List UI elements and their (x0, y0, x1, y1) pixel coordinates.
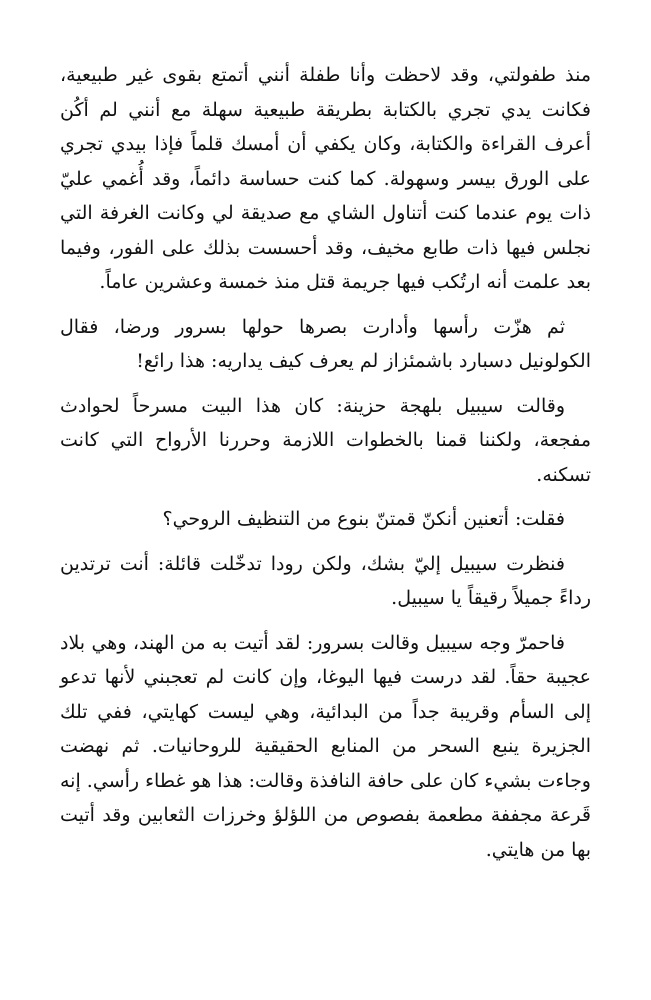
paragraph-5: فنظرت سيبيل إليّ بشك، ولكن رودا تدخّلت قائلة: أنت ترتدين رداءً جميلاً رقيقاً يا سيبيل. (60, 552, 591, 609)
paragraph-1: منذ طفولتي، وقد لاحظت وأنا طفلة أنني أتمتع بقوى غير طبيعية، فكانت يدي تجري بالكتابة بطريقة طبيعية سهلة مع أنني لم أكُن أعرف القراءة والكتابة، وكان يكفي أن أمسك قلماً فإذا بيدي تجري على الورق بيسر وسهولة. كما كنت حساسة دائماً، وقد أُغمي عليّ ذات يوم عندما كنت أتناول الشاي مع صديقة لي وكانت الغرفة التي نجلس فيها ذات طابع مخيف، وقد أحسست بذلك على الفور، وفيما بعد علمت أنه ارتُكب فيها جريمة قتل منذ خمسة وعشرين عاماً. (60, 64, 591, 293)
paragraph-6: فاحمرّ وجه سيبيل وقالت بسرور: لقد أتيت به من الهند، وهي بلاد عجيبة حقاً. لقد درست فيها اليوغا، وإن كانت لم تعجبني لأنها تدعو إلى السأم وقريبة جداً من البدائية، وهي ليست كهايتي، ففي تلك الجزيرة ينبع السحر من المنابع الحقيقية للروحانيات. ثم نهضت وجاءت بشيء كان على حافة النافذة وقالت: هذا هو غطاء رأسي. إنه قَرعة مجففة مطعمة بفصوص من اللؤلؤ وخرزات الثعابين وقد أتيت بها من هايتي. (60, 631, 591, 861)
paragraph-2: ثم هزّت رأسها وأدارت بصرها حولها بسرور ورضا، فقال الكولونيل دسبارد باشمئزاز لم يعرف كيف يداريه: هذا رائع! (60, 315, 591, 372)
paragraph-4: فقلت: أتعنين أنكنّ قمتنّ بنوع من التنظيف الروحي؟ (162, 508, 565, 530)
paragraph-3: وقالت سيبيل بلهجة حزينة: كان هذا البيت مسرحاً لحوادث مفجعة، ولكننا قمنا بالخطوات اللازمة وحررنا الأرواح التي كانت تسكنه. (60, 394, 591, 486)
book-page (60, 58, 591, 877)
